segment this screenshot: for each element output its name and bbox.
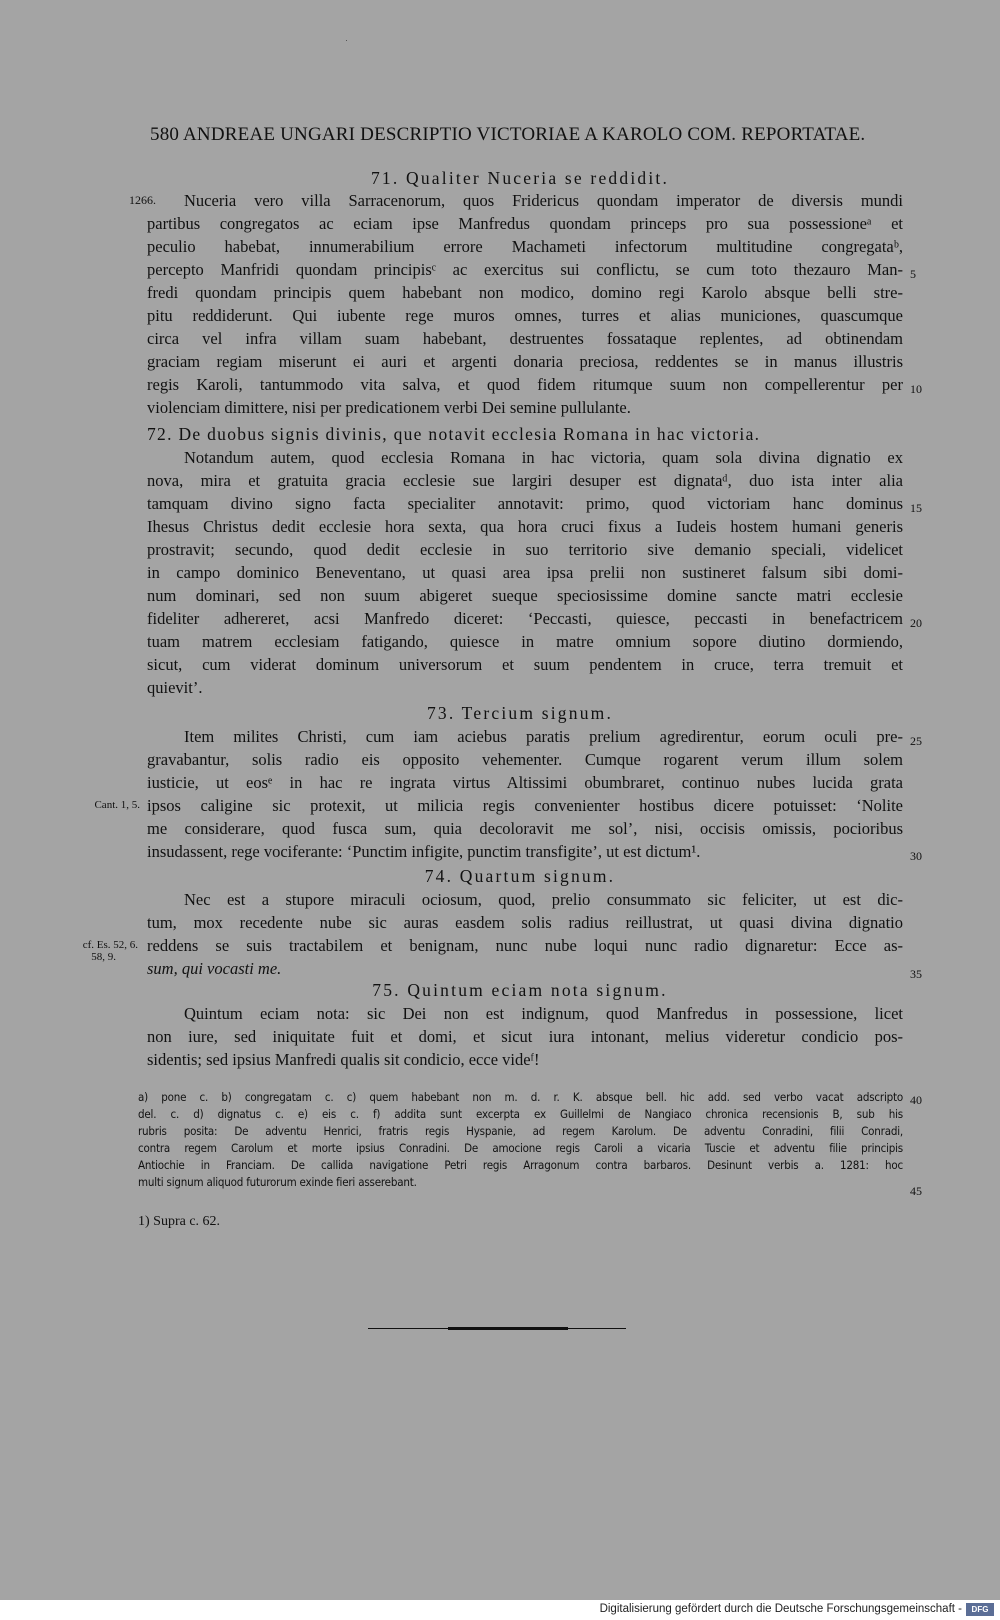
text-line: prostravit; secundo, quod dedit ecclesie in suo territorio sive demanio speciali, videlicet [147, 540, 903, 559]
text-line: pitu reddiderunt. Qui iubente rege muros omnes, turres et alias municiones, quascumque [147, 306, 903, 325]
text-line: ipsos caligine sic protexit, ut milicia regis convenienter hostibus dicere potuisset: ‘Nolite [147, 796, 903, 815]
chapter-heading-72: 72. De duobus signis divinis, que notavit ecclesia Romana in hac victoria. [147, 424, 761, 444]
footnote-line: contra regem Carolum et morte ipsius Conradini. De amocione regis Caroli a vicaria Tuscie et adventu filie principis [138, 1141, 903, 1155]
text-line: quievit’. [147, 678, 203, 697]
line-number: 20 [910, 616, 922, 630]
line-number: 10 [910, 382, 922, 396]
line-number: 15 [910, 501, 922, 515]
text-line: circa vel infra villam suam habebant, destruentes fossataque replentes, ad obtinendam [147, 329, 903, 348]
chapter-heading-75: 75. Quintum eciam nota signum. [372, 980, 668, 1000]
text-line: peculio habebat, innumerabilium errore Machameti infectorum multitudine congregataᵇ, [147, 237, 903, 256]
chapter-heading-71: 71. Qualiter Nuceria se reddidit. [370, 168, 670, 188]
end-rule [368, 1328, 626, 1329]
text-line: insudassent, rege vociferante: ‘Punctim infigite, punctim transfigite’, ut est dictum¹. [147, 842, 701, 861]
scan-speck [346, 40, 347, 41]
text-line: nova, mira et gratuita gracia ecclesie sue largiri desuper est dignataᵈ, duo ista inter alia [147, 471, 903, 490]
text-line: fideliter adhereret, acsi Manfredo diceret: ‘Peccasti, quiesce, peccasti in benefactricem [147, 609, 903, 628]
margin-citation-cant: Cant. 1, 5. [94, 799, 140, 811]
text-line: non iure, sed iniquitate fuit et domi, et sicut iura intonant, melius videretur condicio pos- [147, 1027, 903, 1046]
text-line: Quintum eciam nota: sic Dei non est indignum, quod Manfredus in possessione, licet [184, 1004, 903, 1023]
margin-citation-es: cf. Es. 52, 6. [82, 939, 138, 951]
text-line: in campo dominico Beneventano, ut quasi area ipsa prelii non sustineret falsum sibi domi- [147, 563, 903, 582]
line-number: 35 [910, 967, 922, 981]
chapter-heading-73: 73. Tercium signum. [426, 703, 614, 723]
footnote-line: Antiochie in Franciam. De callida navigatione Petri regis Arragonum contra barbaros. Desinunt verbis a. 1281: hoc [138, 1158, 903, 1172]
chapter-heading-74: 74. Quartum signum. [424, 866, 616, 886]
text-line: Nec est a stupore miraculi ociosum, quod, prelio consummato sic feliciter, ut est dic- [184, 890, 903, 909]
end-rule-thick [448, 1327, 568, 1330]
text-line: num dominari, sed non suum abigeret sueque speciosissime domine sancte matri ecclesie [147, 586, 903, 605]
text-line: gravabantur, solis radio eis opposito vehementer. Cumque rogarent verum illum solem [147, 750, 903, 769]
footnote-line: a) pone c. b) congregatam c. c) quem habebant non m. d. r. K. absque bell. hic add. sed verbo vacat adscripto [138, 1090, 903, 1104]
text-line: reddens se suis tractabilem et benignam, nunc nube loqui nunc radio dignaretur: Ecce as- [147, 936, 903, 955]
text-line: sum, qui vocasti me. [147, 959, 282, 978]
funding-notice: Digitalisierung gefördert durch die Deutsche Forschungsgemeinschaft - [599, 1603, 962, 1615]
footnote-line: del. c. d) dignatus c. e) eis c. f) addita sunt excerpta ex Guillelmi de Nangiaco chronica recensionis B, sub his [138, 1107, 903, 1121]
text-line: sidentis; sed ipsius Manfredi qualis sit condicio, ecce videᶠ! [147, 1050, 540, 1069]
margin-citation-es-2: 58, 9. [91, 951, 116, 963]
text-line: Ihesus Christus dedit ecclesie hora sexta, qua hora cruci fixus a Iudeis hostem humani generis [147, 517, 903, 536]
text-line: Notandum autem, quod ecclesia Romana in hac victoria, quam sola divina dignatio ex [184, 448, 903, 467]
text-line: partibus congregatos ac eciam ipse Manfredus quondam princeps pro sua possessioneᵃ et [147, 214, 903, 233]
line-number: 25 [910, 734, 922, 748]
text-line: violenciam dimittere, nisi per predicationem verbi Dei semine pullulante. [147, 398, 631, 417]
text-line: Nuceria vero villa Sarracenorum, quos Fridericus quondam imperator de diversis mundi [184, 191, 903, 210]
text-line: regis Karoli, tantummodo vita salva, et quod fidem ritumque suum non compellerentur per [147, 375, 903, 394]
line-number: 5 [910, 267, 916, 281]
text-line: me considerare, quod fusca sum, quia decoloravit me sol’, nisi, occisis omissis, pocioribus [147, 819, 903, 838]
text-line: tamquam divino signo facta specialiter annotavit: primo, quod victoriam hanc dominus [147, 494, 903, 513]
line-number: 45 [910, 1184, 922, 1198]
text-line: tum, mox recedente nube sic auras easdem solis radius reillustrat, ut quasi divina dignatio [147, 913, 903, 932]
text-line: graciam regiam miserunt ei auri et argenti donaria preciosa, reddentes se in manus illustris [147, 352, 903, 371]
text-line: fredi quondam principis quem habebant non modico, domino regi Karolo absque belli stre- [147, 283, 903, 302]
footnote-reference: 1) Supra c. 62. [138, 1214, 221, 1229]
line-number: 40 [910, 1093, 922, 1107]
text-line: percepto Manfridi quondam principisᶜ ac exercitus sui conflictu, se cum toto thezauro Man- [147, 260, 903, 279]
text-line: Item milites Christi, cum iam aciebus paratis prelium agredirentur, eorum oculi pre- [184, 727, 903, 746]
margin-year: 1266. [129, 193, 156, 207]
text-line: sicut, cum viderat dominum universorum et suum pendentem in cruce, terra tremuit et [147, 655, 903, 674]
line-number: 30 [910, 849, 922, 863]
footnote-line: multi signum aliquod futurorum exinde fieri asserebant. [138, 1175, 417, 1189]
text-line: tuam matrem ecclesiam fatigando, quiesce in matre omnium sopore diutino dormiendo, [147, 632, 903, 651]
dfg-logo: DFG [966, 1603, 994, 1616]
footnote-line: rubris posita: De adventu Henrici, fratris regis Hyspanie, ad regem Karolum. De adventu Conradini, filii Conradi, [138, 1124, 903, 1138]
running-head: 580 ANDREAE UNGARI DESCRIPTIO VICTORIAE A KAROLO COM. REPORTATAE. [150, 124, 866, 145]
text-line: iusticie, ut eosᵉ in hac re ingrata virtus Altissimi obumbraret, continuo nubes lucida grata [147, 773, 903, 792]
